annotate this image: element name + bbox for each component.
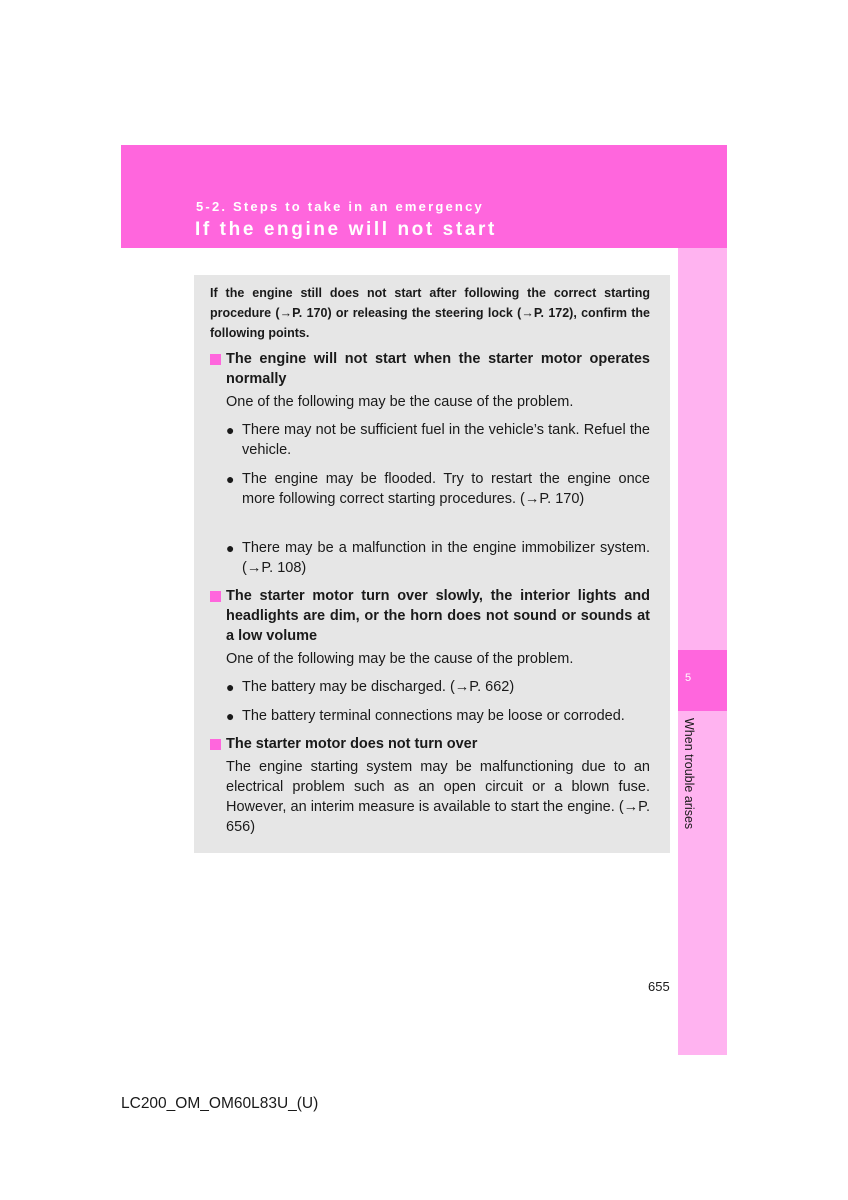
- page-title: If the engine will not start: [195, 219, 497, 240]
- section-lead: One of the following may be the cause of the problem.: [226, 394, 574, 410]
- chapter-name: When trouble arises: [682, 718, 696, 830]
- pink-square-icon: [210, 354, 221, 365]
- section-label: 5-2. Steps to take in an emergency: [196, 199, 484, 214]
- page-number: 655: [648, 979, 670, 994]
- section-lead: One of the following may be the cause of the problem.: [226, 651, 574, 667]
- chapter-number: 5: [685, 672, 692, 684]
- section-heading: The engine will not start when the starter motor operates normally: [226, 351, 650, 387]
- list-item: There may not be sufficient fuel in the vehicle’s tank. Refuel the vehicle.: [242, 422, 650, 458]
- list-item: The battery terminal connections may be loose or corroded.: [242, 708, 625, 724]
- bullet-dot-icon: ●: [226, 708, 235, 724]
- footer-code: LC200_OM_OM60L83U_(U): [121, 1095, 319, 1112]
- section-body: The engine starting system may be malfunctioning due to an electrical problem such as an open circuit or a blown fuse. However, an interim measure is available to start the engine. (→P. 656): [226, 759, 650, 835]
- pink-square-icon: [210, 591, 221, 602]
- bullet-dot-icon: ●: [226, 471, 235, 487]
- section-heading: The starter motor does not turn over: [226, 736, 478, 752]
- list-item: The engine may be flooded. Try to restart the engine once more following correct starting procedures. (→P. 170): [242, 471, 650, 507]
- intro-text: If the engine still does not start after following the correct starting procedure (→P. 170) or releasing the steering lock (→P. 172), confirm the following points.: [210, 286, 650, 340]
- pink-square-icon: [210, 739, 221, 750]
- bullet-dot-icon: ●: [226, 422, 235, 438]
- bullet-dot-icon: ●: [226, 679, 235, 695]
- list-item: There may be a malfunction in the engine immobilizer system. (→P. 108): [242, 540, 650, 576]
- list-item: The battery may be discharged. (→P. 662): [242, 679, 515, 695]
- section-heading: The starter motor turn over slowly, the interior lights and headlights are dim, or the horn does not sound or sounds at a low volume: [226, 588, 650, 644]
- bullet-dot-icon: ●: [226, 540, 235, 556]
